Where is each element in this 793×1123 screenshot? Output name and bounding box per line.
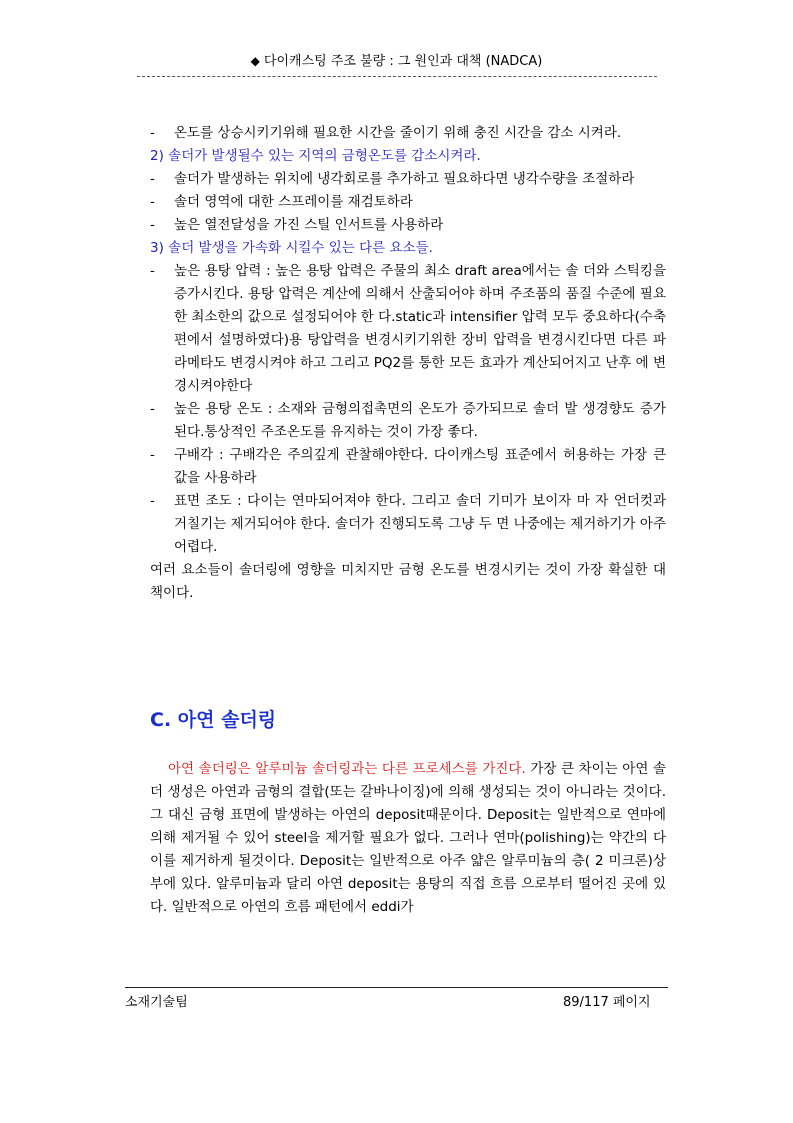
page-number: 89/117 페이지 xyxy=(563,995,651,1010)
dash-bullet: - xyxy=(150,125,155,141)
dash-bullet: - xyxy=(150,401,155,417)
footer-team: 소재기술팀 xyxy=(125,995,188,1010)
dash-bullet: - xyxy=(150,493,155,509)
list-item-text: 구배각 : 구배각은 주의깊게 관찰해야한다. 다이캐스팅 표준에서 허용하는 가장 큰 값을 사용하라 xyxy=(174,447,666,486)
list-item xyxy=(150,122,666,145)
dash-bullet: - xyxy=(150,447,155,463)
diamond-bullet-icon: ◆ xyxy=(250,54,260,68)
list-item xyxy=(150,398,666,444)
page-header xyxy=(0,50,793,69)
list-item-text: 온도를 상승시키기위해 필요한 시간을 줄이기 위해 충진 시간을 감소 시켜라. xyxy=(174,125,622,141)
header-divider xyxy=(137,76,657,77)
list-item-text: 솔더 영역에 대한 스프레이를 재검토하라 xyxy=(174,194,413,210)
list-item-text: 높은 용탕 압력 : 높은 용탕 압력은 주물의 최소 draft area에서는 솔 더와 스틱킹을 증가시킨다. 용탕 압력은 계산에 의해서 산출되어야 하며 주조품의 품질 수준에 필요한 최소한의 값으로 설정되어야 한 다.static과 intensifier 압력 모두 중요하다(수축편에서 설명하였다)용 탕압력을 변경시키기위한 장비 압력을 변경시킨다면 다른 파라메타도 변경시켜야 하고 그리고 PQ2를 통한 모든 효과가 계산되어지고 난후 에 변경시켜야한다 xyxy=(174,263,666,394)
summary-paragraph: 여러 요소들이 솔더링에 영향을 미치지만 금형 온도를 변경시키는 것이 가장 확실한 대책이다. xyxy=(150,562,666,601)
list-item xyxy=(150,214,666,237)
numbered-heading: 2) 솔더가 발생될수 있는 지역의 금형온도를 감소시켜라. xyxy=(150,148,481,164)
list-item-text: 솔더가 발생하는 위치에 냉각회로를 추가하고 필요하다면 냉각수량을 조절하라 xyxy=(174,171,635,187)
list-item xyxy=(150,260,666,398)
numbered-heading: 3) 솔더 발생을 가속화 시킬수 있는 다른 요소들. xyxy=(150,240,433,256)
list-item xyxy=(150,168,666,191)
footer-divider xyxy=(125,987,668,988)
list-item xyxy=(150,191,666,214)
header-title: 다이캐스팅 주조 불량 : 그 원인과 대책 (NADCA) xyxy=(263,54,543,69)
section-paragraph xyxy=(150,758,666,919)
dash-bullet: - xyxy=(150,171,155,187)
list-item-text: 높은 용탕 온도 : 소재와 금형의접촉면의 온도가 증가되므로 솔더 발 생경향도 증가된다.통상적인 주조온도를 유지하는 것이 가장 좋다. xyxy=(174,401,666,440)
section-body-text: 가장 큰 차이는 아연 솔더 생성은 아연과 금형의 결합(또는 갈바나이징)에 의해 생성되는 것이 아니라는 것이다.그 대신 금형 표면에 발생하는 아연의 deposit때문이다. Deposit는 일반적으로 연마에 의해 제거될 수 있어 steel을 제거할 필요가 없다. 그러나 연마(polishing)는 약간의 다이를 제거하게 될것이다. Deposit는 일반적으로 아주 얇은 알루미늄의 층( 2 미크론)상부에 있다. 알루미늄과 달리 아연 deposit는 용탕의 직접 흐름 으로부터 떨어진 곳에 있다. 일반적으로 아연의 흐름 패턴에서 eddi가 xyxy=(150,761,666,915)
body-text xyxy=(150,122,666,605)
dash-bullet: - xyxy=(150,263,155,279)
list-item-text: 표면 조도 : 다이는 연마되어져야 한다. 그리고 솔더 기미가 보이자 마 자 언더컷과 거칠기는 제거되어야 한다. 솔더가 진행되도록 그냥 두 면 나중에는 제거하기가 아주 어렵다. xyxy=(174,493,666,555)
section-lead-text: 아연 솔더링은 알루미늄 솔더링과는 다른 프로세스를 가진다. xyxy=(168,761,526,777)
list-item xyxy=(150,490,666,559)
section-title: C. 아연 솔더링 xyxy=(150,709,277,731)
dash-bullet: - xyxy=(150,194,155,210)
dash-bullet: - xyxy=(150,217,155,233)
list-item xyxy=(150,444,666,490)
list-item-text: 높은 열전달성을 가진 스틸 인서트를 사용하라 xyxy=(174,217,444,233)
